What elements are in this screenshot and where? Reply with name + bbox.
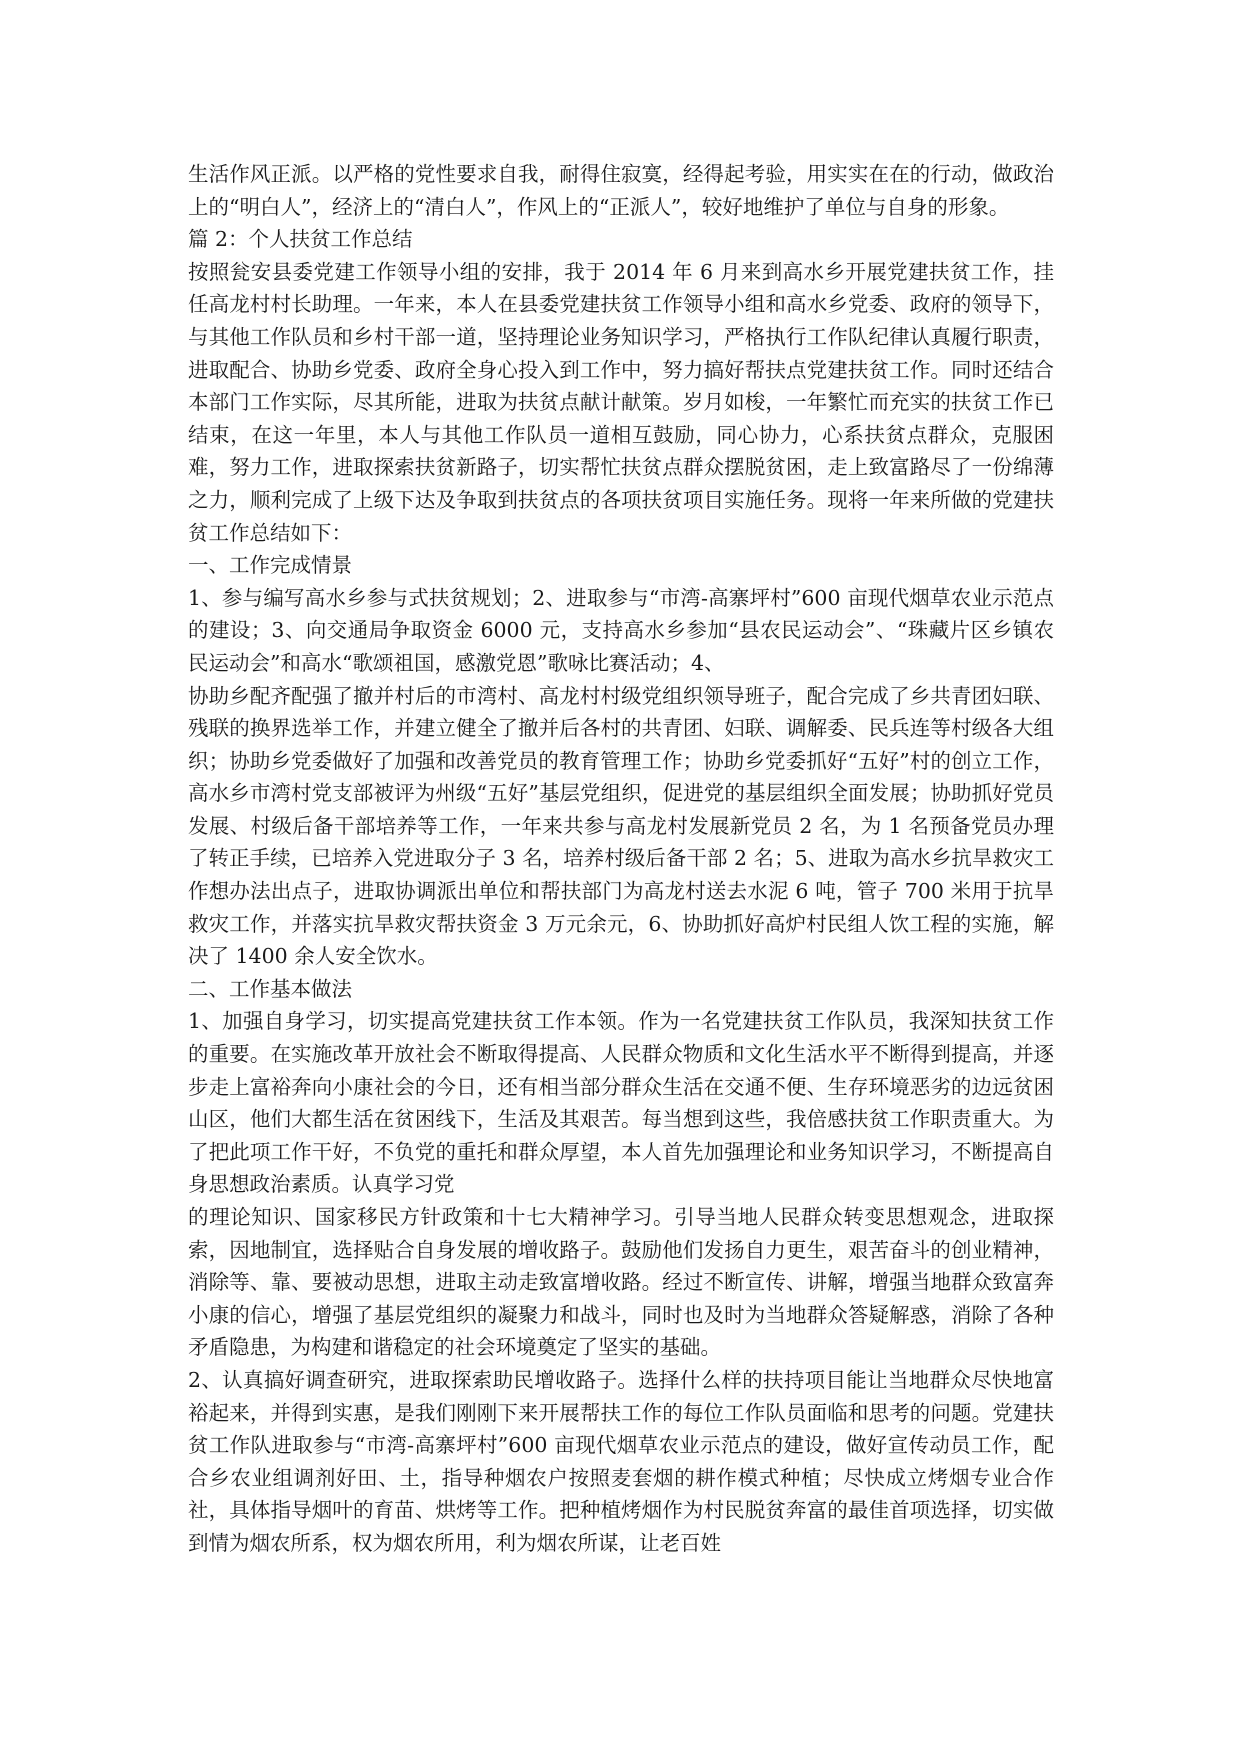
paragraph-intro: 按照瓮安县委党建工作领导小组的安排，我于 2014 年 6 月来到高水乡开展党建扶贫工作，挂任高龙村村长助理。一年来，本人在县委党建扶贫工作领导小组和高水乡党委、政府的领导下，与其他工作队员和乡村干部一道，坚持理论业务知识学习，严格执行工作队纪律认真履行职责，进取配合、协助乡党委、政府全身心投入到工作中，努力搞好帮扶点党建扶贫工作。同时还结合本部门工作实际，尽其所能，进取为扶贫点献计献策。岁月如梭，一年繁忙而充实的扶贫工作已结束，在这一年里，本人与其他工作队员一道相互鼓励，同心协力，心系扶贫点群众，克服困难，努力工作，进取探索扶贫新路子，切实帮忙扶贫点群众摆脱贫困，走上致富路尽了一份绵薄之力，顺利完成了上级下达及争取到扶贫点的各项扶贫项目实施任务。现将一年来所做的党建扶贫工作总结如下： bbox=[188, 259, 1054, 545]
section-heading-basic-practices: 二、工作基本做法 bbox=[188, 976, 352, 1001]
paragraph-practice-2: 2、认真搞好调查研究，进取探索助民增收路子。选择什么样的扶持项目能让当地群众尽快地富裕起来，并得到实惠，是我们刚刚下来开展帮扶工作的每位工作队员面临和思考的问题。党建扶贫工作队进取参与“市湾-高寨坪村”600 亩现代烟草农业示范点的建设，做好宣传动员工作，配合乡农业组调剂好田、土，指导种烟农户按照麦套烟的耕作模式种植；尽快成立烤烟专业合作社，具体指导烟叶的育苗、烘烤等工作。把种植烤烟作为村民脱贫奔富的最佳首项选择，切实做到情为烟农所系，权为烟农所用，利为烟农所谋，让老百姓 bbox=[188, 1367, 1054, 1555]
paragraph-work-items-continued: 协助乡配齐配强了撤并村后的市湾村、高龙村村级党组织领导班子，配合完成了乡共青团妇联、残联的换界选举工作，并建立健全了撤并后各村的共青团、妇联、调解委、民兵连等村级各大组织；协助乡党委做好了加强和改善党员的教育管理工作；协助乡党委抓好“五好”村的创立工作，高水乡市湾村党支部被评为州级“五好”基层党组织，促进党的基层组织全面发展；协助抓好党员发展、村级后备干部培养等工作，一年来共参与高龙村发展新党员 2 名，为 1 名预备党员办理了转正手续，已培养入党进取分子 3 名，培养村级后备干部 2 名；5、进取为高水乡抗旱救灾工作想办法出点子，进取协调派出单位和帮扶部门为高龙村送去水泥 6 吨，管子 700 米用于抗旱救灾工作，并落实抗旱救灾帮扶资金 3 万元余元，6、协助抓好高炉村民组人饮工程的实施，解决了 1400 余人安全饮水。 bbox=[188, 683, 1054, 969]
paragraph-continuation: 生活作风正派。以严格的党性要求自我，耐得住寂寞，经得起考验，用实实在在的行动，做政治上的“明白人”，经济上的“清白人”，作风上的“正派人”，较好地维护了单位与自身的形象。 bbox=[188, 162, 1054, 219]
paragraph-practice-1: 1、加强自身学习，切实提高党建扶贫工作本领。作为一名党建扶贫工作队员，我深知扶贫工作的重要。在实施改革开放社会不断取得提高、人民群众物质和文化生活水平不断得到提高，并逐步走上富裕奔向小康社会的今日，还有相当部分群众生活在交通不便、生存环境恶劣的边远贫困山区，他们大都生活在贫困线下，生活及其艰苦。每当想到这些，我倍感扶贫工作职责重大。为了把此项工作干好，不负党的重托和群众厚望，本人首先加强理论和业务知识学习，不断提高自身思想政治素质。认真学习党 bbox=[188, 1009, 1054, 1197]
section-title: 篇 2：个人扶贫工作总结 bbox=[188, 227, 413, 252]
section-heading-work-completion: 一、工作完成情景 bbox=[188, 553, 352, 578]
paragraph-work-items: 1、参与编写高水乡参与式扶贫规划；2、进取参与“市湾-高寨坪村”600 亩现代烟草农业示范点的建设；3、向交通局争取资金 6000 元，支持高水乡参加“县农民运动会”、“珠藏片区乡镇农民运动会”和高水“歌颂祖国，感激党恩”歌咏比赛活动；4、 bbox=[188, 585, 1054, 675]
paragraph-practice-1-continued: 的理论知识、国家移民方针政策和十七大精神学习。引导当地人民群众转变思想观念，进取探索，因地制宜，选择贴合自身发展的增收路子。鼓励他们发扬自力更生，艰苦奋斗的创业精神，消除等、靠、要被动思想，进取主动走致富增收路。经过不断宣传、讲解，增强当地群众致富奔小康的信心，增强了基层党组织的凝聚力和战斗，同时也及时为当地群众答疑解惑，消除了各种矛盾隐患，为构建和谐稳定的社会环境奠定了坚实的基础。 bbox=[188, 1205, 1054, 1360]
document-body bbox=[188, 158, 1054, 1560]
